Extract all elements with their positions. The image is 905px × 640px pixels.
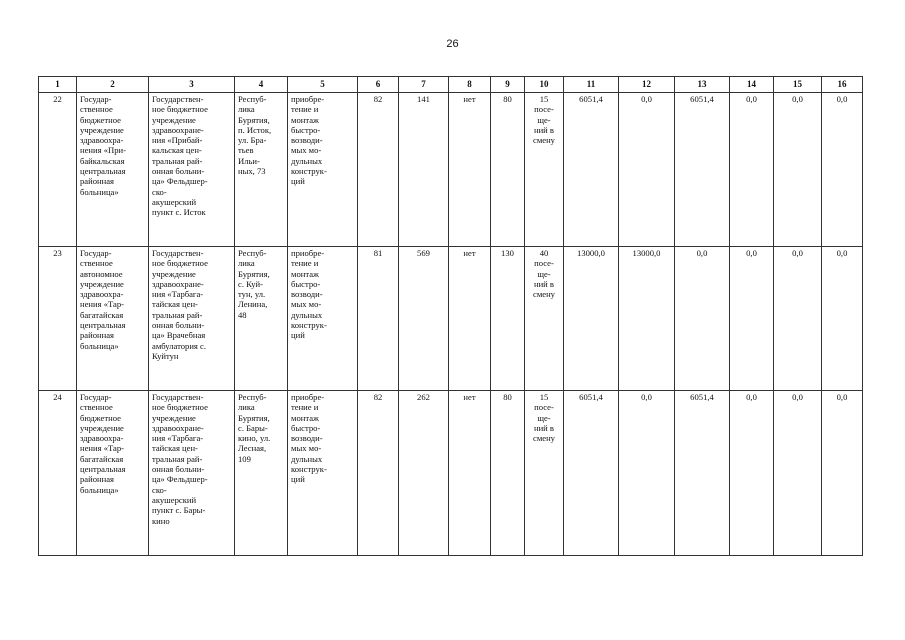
- col14-cell: 0,0: [730, 391, 774, 556]
- column-header: 13: [675, 77, 730, 93]
- action-cell: приобре- тение и монтаж быстро- возводи- мых мо- дульных конструк- ций: [288, 93, 358, 247]
- col14-cell: 0,0: [730, 93, 774, 247]
- col8-cell: нет: [449, 93, 491, 247]
- col10-cell: 15 посе- ще- ний в смену: [525, 93, 564, 247]
- table-row: [39, 391, 863, 556]
- column-header: 1: [39, 77, 77, 93]
- col12-cell: 0,0: [619, 93, 675, 247]
- col9-cell: 80: [491, 93, 525, 247]
- col13-cell: 6051,4: [675, 391, 730, 556]
- col15-cell: 0,0: [774, 93, 822, 247]
- col6-cell: 82: [358, 391, 399, 556]
- facility-cell: Государствен- ное бюджетное учреждение здравоохране- ния «Тарбага- тайская цен- тральная рай- онная больни- ца» Фельдшер- ско- акушерский пункт с. Бары- кино: [149, 391, 235, 556]
- col7-cell: 141: [399, 93, 449, 247]
- column-header: 10: [525, 77, 564, 93]
- table-row: [39, 93, 863, 247]
- col7-cell: 569: [399, 247, 449, 391]
- page-number: 26: [446, 38, 459, 50]
- row-number: 24: [39, 391, 77, 556]
- col11-cell: 6051,4: [564, 93, 619, 247]
- column-header: 6: [358, 77, 399, 93]
- col9-cell: 80: [491, 391, 525, 556]
- address-cell: Респуб- лика Бурятия, с. Бары- кино, ул. Лесная, 109: [235, 391, 288, 556]
- col6-cell: 82: [358, 93, 399, 247]
- column-header: 11: [564, 77, 619, 93]
- address-cell: Респуб- лика Бурятия, п. Исток, ул. Бра- тьев Ильи- ных, 73: [235, 93, 288, 247]
- column-header: 7: [399, 77, 449, 93]
- col16-cell: 0,0: [822, 93, 863, 247]
- col9-cell: 130: [491, 247, 525, 391]
- column-header: 16: [822, 77, 863, 93]
- col13-cell: 0,0: [675, 247, 730, 391]
- address-cell: Респуб- лика Бурятия, с. Куй- тун, ул. Ленина, 48: [235, 247, 288, 391]
- column-header: 5: [288, 77, 358, 93]
- column-header: 12: [619, 77, 675, 93]
- action-cell: приобре- тение и монтаж быстро- возводи- мых мо- дульных конструк- ций: [288, 247, 358, 391]
- facility-cell: Государствен- ное бюджетное учреждение здравоохране- ния «Тарбага- тайская цен- тральная рай- онная больни- ца» Врачебная амбулатория с. Куйтун: [149, 247, 235, 391]
- organization-cell: Государ- ственное автономное учреждение здравоохра- нения «Тар- багатайская центральная районная больница»: [77, 247, 149, 391]
- col13-cell: 6051,4: [675, 93, 730, 247]
- col6-cell: 81: [358, 247, 399, 391]
- column-header: 4: [235, 77, 288, 93]
- action-cell: приобре- тение и монтаж быстро- возводи- мых мо- дульных конструк- ций: [288, 391, 358, 556]
- col14-cell: 0,0: [730, 247, 774, 391]
- col15-cell: 0,0: [774, 247, 822, 391]
- col12-cell: 0,0: [619, 391, 675, 556]
- col11-cell: 13000,0: [564, 247, 619, 391]
- organization-cell: Государ- ственное бюджетное учреждение здравоохра- нения «При- байкальская центральная районная больница»: [77, 93, 149, 247]
- col16-cell: 0,0: [822, 247, 863, 391]
- col10-cell: 40 посе- ще- ний в смену: [525, 247, 564, 391]
- col11-cell: 6051,4: [564, 391, 619, 556]
- organization-cell: Государ- ственное бюджетное учреждение здравоохра- нения «Тар- багатайская центральная районная больница»: [77, 391, 149, 556]
- row-number: 23: [39, 247, 77, 391]
- column-header: 9: [491, 77, 525, 93]
- col7-cell: 262: [399, 391, 449, 556]
- col10-cell: 15 посе- ще- ний в смену: [525, 391, 564, 556]
- col12-cell: 13000,0: [619, 247, 675, 391]
- col15-cell: 0,0: [774, 391, 822, 556]
- col8-cell: нет: [449, 247, 491, 391]
- column-header: 8: [449, 77, 491, 93]
- facility-cell: Государствен- ное бюджетное учреждение здравоохране- ния «Прибай- кальская цен- тральная рай- онная больни- ца» Фельдшер- ско- акушерский пункт с. Исток: [149, 93, 235, 247]
- col16-cell: 0,0: [822, 391, 863, 556]
- data-table: [38, 76, 863, 556]
- col8-cell: нет: [449, 391, 491, 556]
- table-row: [39, 247, 863, 391]
- row-number: 22: [39, 93, 77, 247]
- column-header: 3: [149, 77, 235, 93]
- column-header: 15: [774, 77, 822, 93]
- column-header: 14: [730, 77, 774, 93]
- table-header-row: [39, 77, 863, 93]
- column-header: 2: [77, 77, 149, 93]
